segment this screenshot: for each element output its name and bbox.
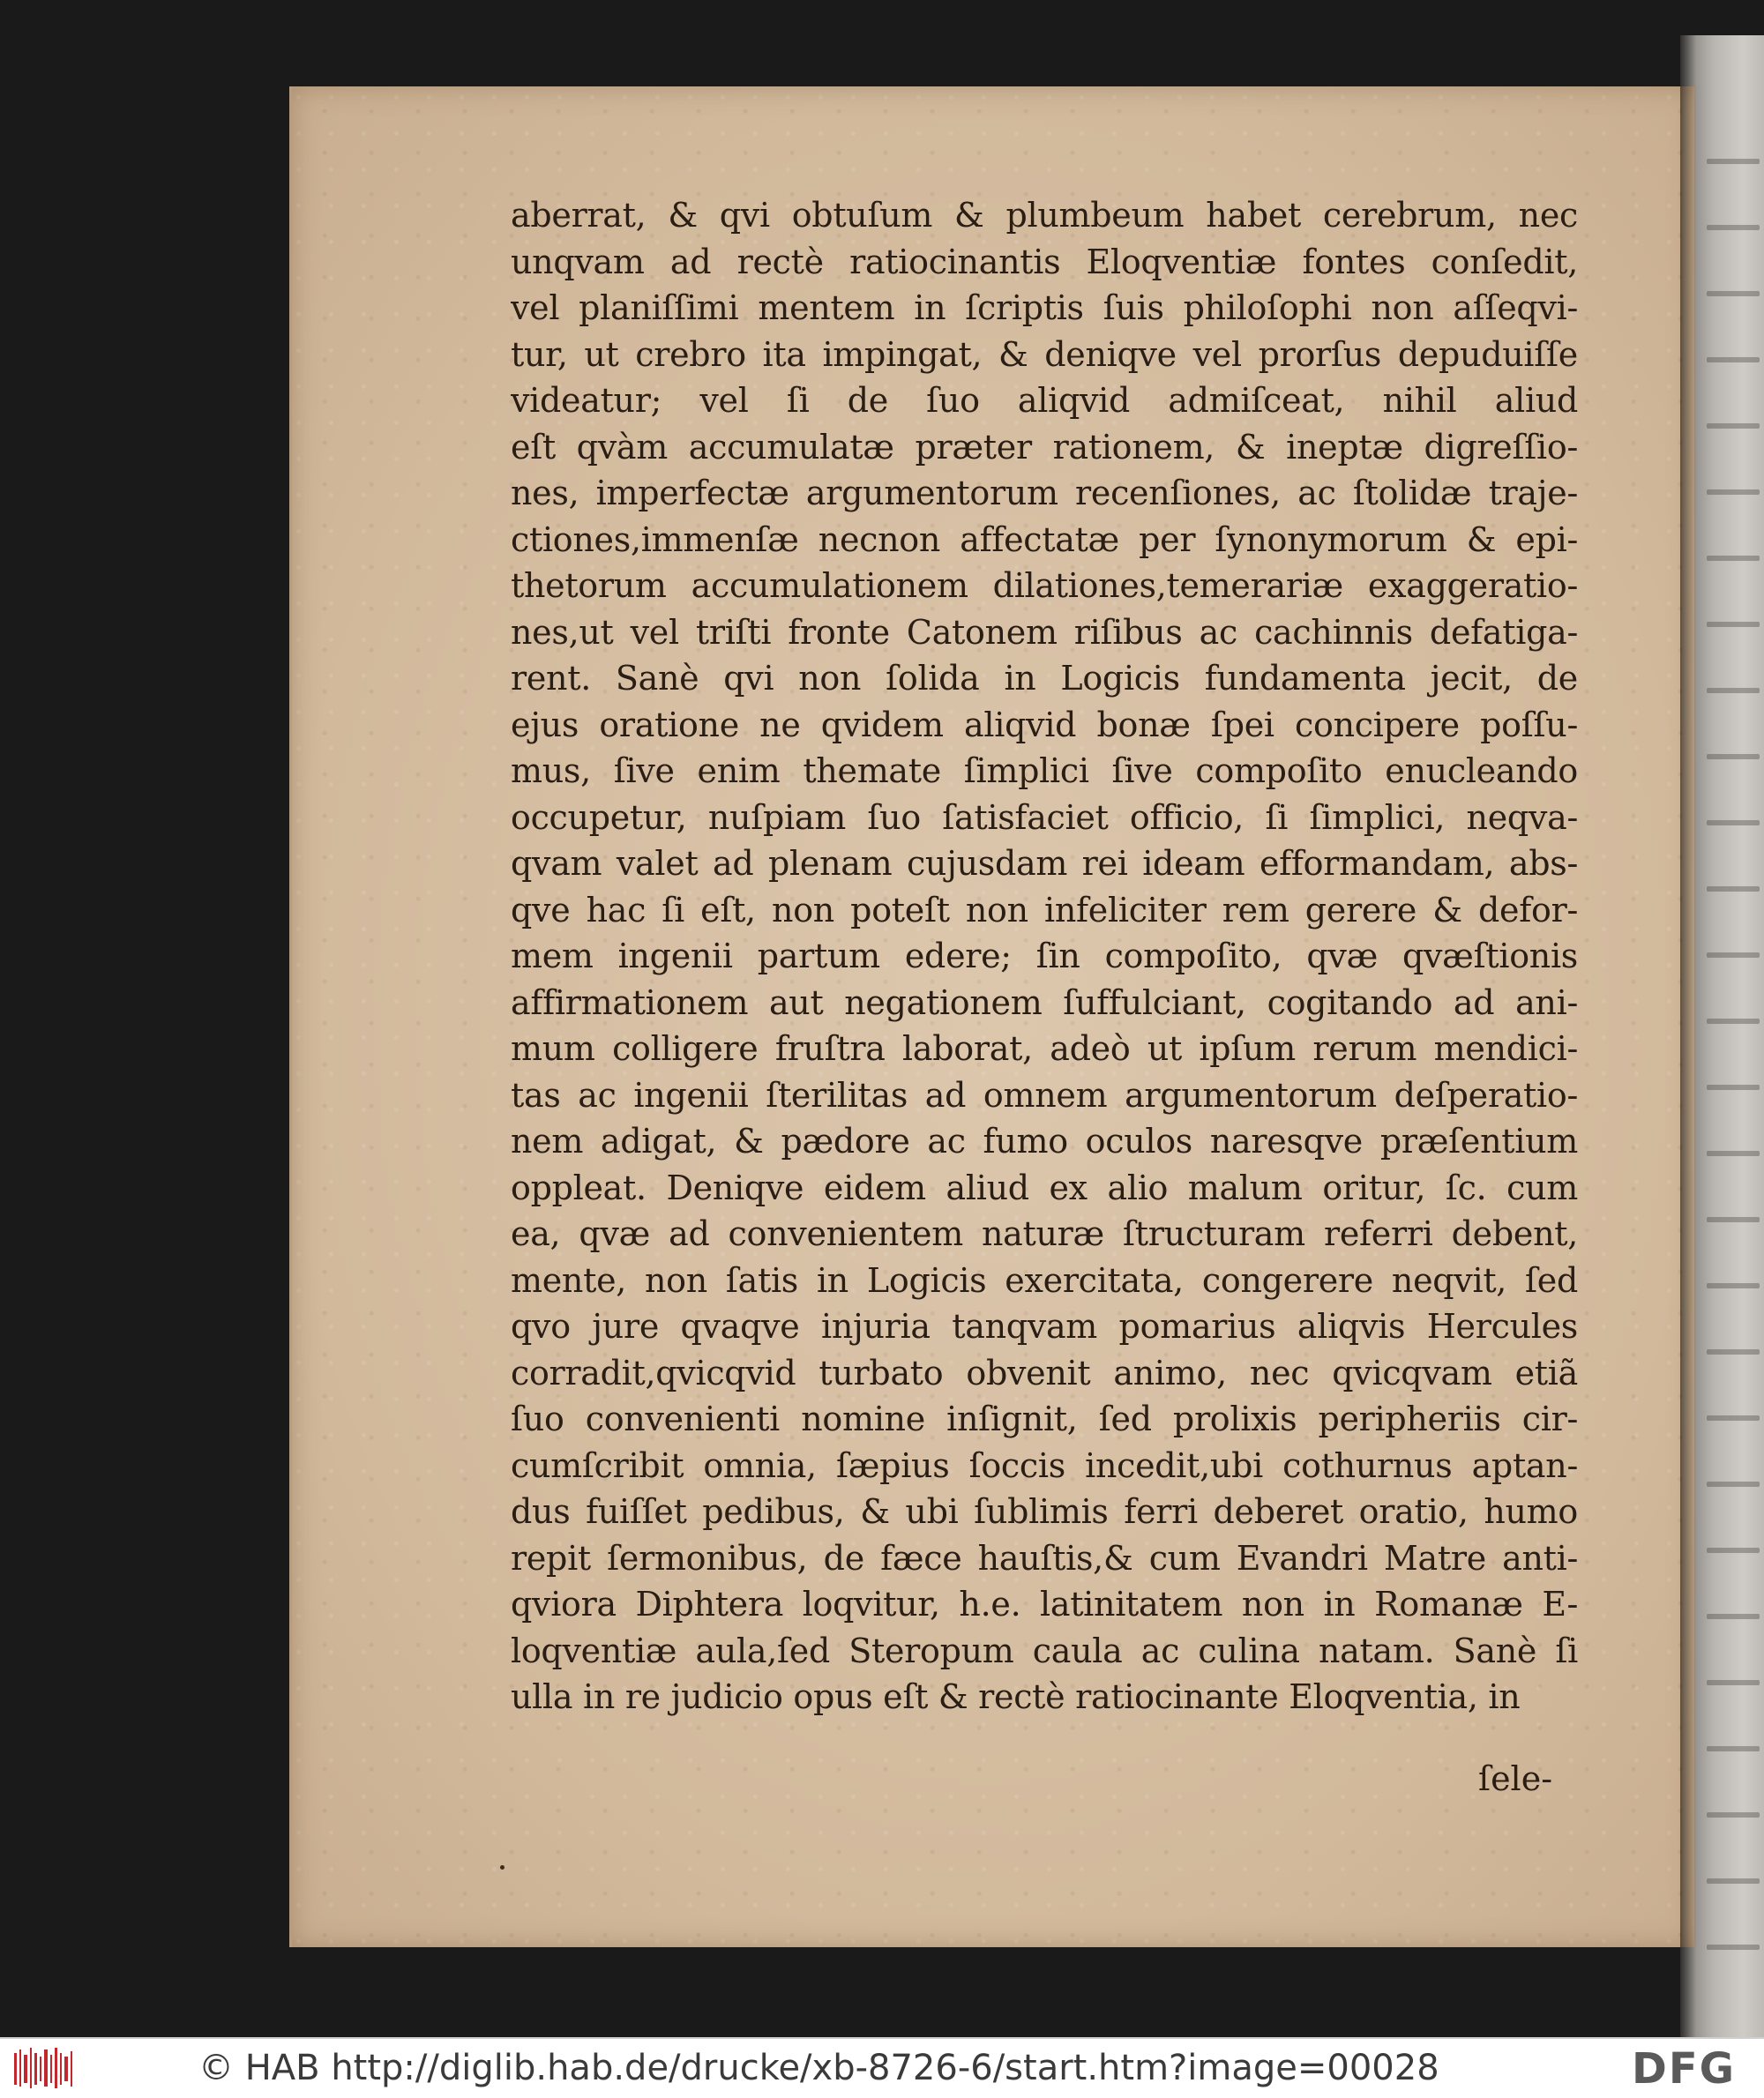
text-line: dus fuiſſet pedibus, & ubi ſublimis ferri deberet oratio, humo [511,1492,1578,1531]
catchword: ſele- [1478,1759,1553,1798]
ink-speck [500,1865,505,1870]
text-line: thetorum accumulationem dilationes,temerariæ exaggeratio- [511,566,1578,605]
footer-citation-link[interactable]: © HAB http://diglib.hab.de/drucke/xb-8726-6/start.htm?image=00028 [198,2048,1439,2088]
text-line: nes, imperfectæ argumentorum recenſiones, ac ſtolidæ traje- [511,474,1578,512]
text-line: nem adigat, & pædore ac fumo oculos naresqve præſentium [511,1122,1578,1161]
text-line: eſt qvàm accumulatæ præter rationem, & ineptæ digreſſio- [511,427,1578,467]
text-line: ctiones,immenſæ necnon affectatæ per ſynonymorum & epi- [511,519,1578,559]
text-line: unqvam ad rectè ratiocinantis Eloqventiæ fontes conſedit, [511,242,1578,281]
text-line: vel planiſſimi mentem in ſcriptis ſuis philoſophi non aſſeqvi- [511,288,1578,327]
text-line: qvam valet ad plenam cujusdam rei ideam efformandam, abs- [511,844,1578,883]
text-line: corradit,qvicqvid turbato obvenit animo, nec qvicqvam etiã [511,1353,1578,1392]
book-page [289,86,1694,1947]
text-line: repit ſermonibus, de fæce hauſtis,& cum Evandri Matre anti- [511,1538,1578,1578]
text-line: mente, non ſatis in Logicis exercitata, congerere neqvit, ſed [511,1260,1578,1300]
text-line: aberrat, & qvi obtuſum & plumbeum habet cerebrum, nec [511,196,1578,235]
text-line: ulla in re judicio opus eſt & rectè ratiocinante Eloqventia, in [511,1677,1521,1716]
text-line: rent. Sanè qvi non ſolida in Logicis fundamenta jecit, de [511,659,1578,698]
text-line: mum colligere fruſtra laborat, adeò ut ipſum rerum mendici- [511,1029,1578,1068]
text-line: affirmationem aut negationem ſuffulciant, cogitando ad ani- [511,982,1578,1022]
text-line: tur, ut crebro ita impingat, & deniqve vel prorſus depuduiſſe [511,334,1578,374]
text-line: tas ac ingenii ſterilitas ad omnem argumentorum deſperatio- [511,1075,1578,1115]
gutter-shadow [1680,35,1696,2037]
dfg-logo: DFG [1632,2044,1737,2094]
barcode-logo-icon [11,2046,74,2090]
text-line: occupetur, nuſpiam ſuo ſatisfaciet officio, ſi ſimplici, neqva- [511,797,1578,837]
text-line: mus, ſive enim themate ſimplici ſive compoſito enucleando [511,751,1578,790]
text-line: videatur; vel ſi de ſuo aliqvid admiſceat, nihil aliud [511,381,1578,420]
text-line: ejus oratione ne qvidem aliqvid bonæ ſpei concipere poſſu- [511,705,1578,744]
text-line: ſuo convenienti nomine inſignit, ſed prolixis peripheriis cir- [511,1400,1578,1438]
text-line: loqventiæ aula,ſed Steropum caula ac culina natam. Sanè ſi [511,1631,1578,1670]
text-line: qvo jure qvaqve injuria tanqvam pomarius aliqvis Hercules [511,1307,1578,1346]
text-line: ea, qvæ ad convenientem naturæ ſtructuram referri debent, [511,1214,1578,1253]
text-line: qve hac ſi eſt, non poteſt non infeliciter rem gerere & defor- [511,890,1578,930]
text-line: oppleat. Deniqve eidem aliud ex alio malum oritur, ſc. cum [511,1168,1578,1207]
page-text-block [511,192,1578,1721]
text-line: nes,ut vel triſti fronte Catonem riſibus ac cachinnis defatiga- [511,612,1578,652]
text-line: qviora Diphtera loqvitur, h.e. latinitatem non in Romanæ E- [511,1585,1578,1624]
text-line: cumſcribit omnia, ſæpius ſoccis incedit,ubi cothurnus aptan- [511,1445,1578,1485]
footer-bar [0,2037,1764,2098]
text-line: mem ingenii partum edere; ſin compoſito, qvæ qvæſtionis [511,937,1578,975]
